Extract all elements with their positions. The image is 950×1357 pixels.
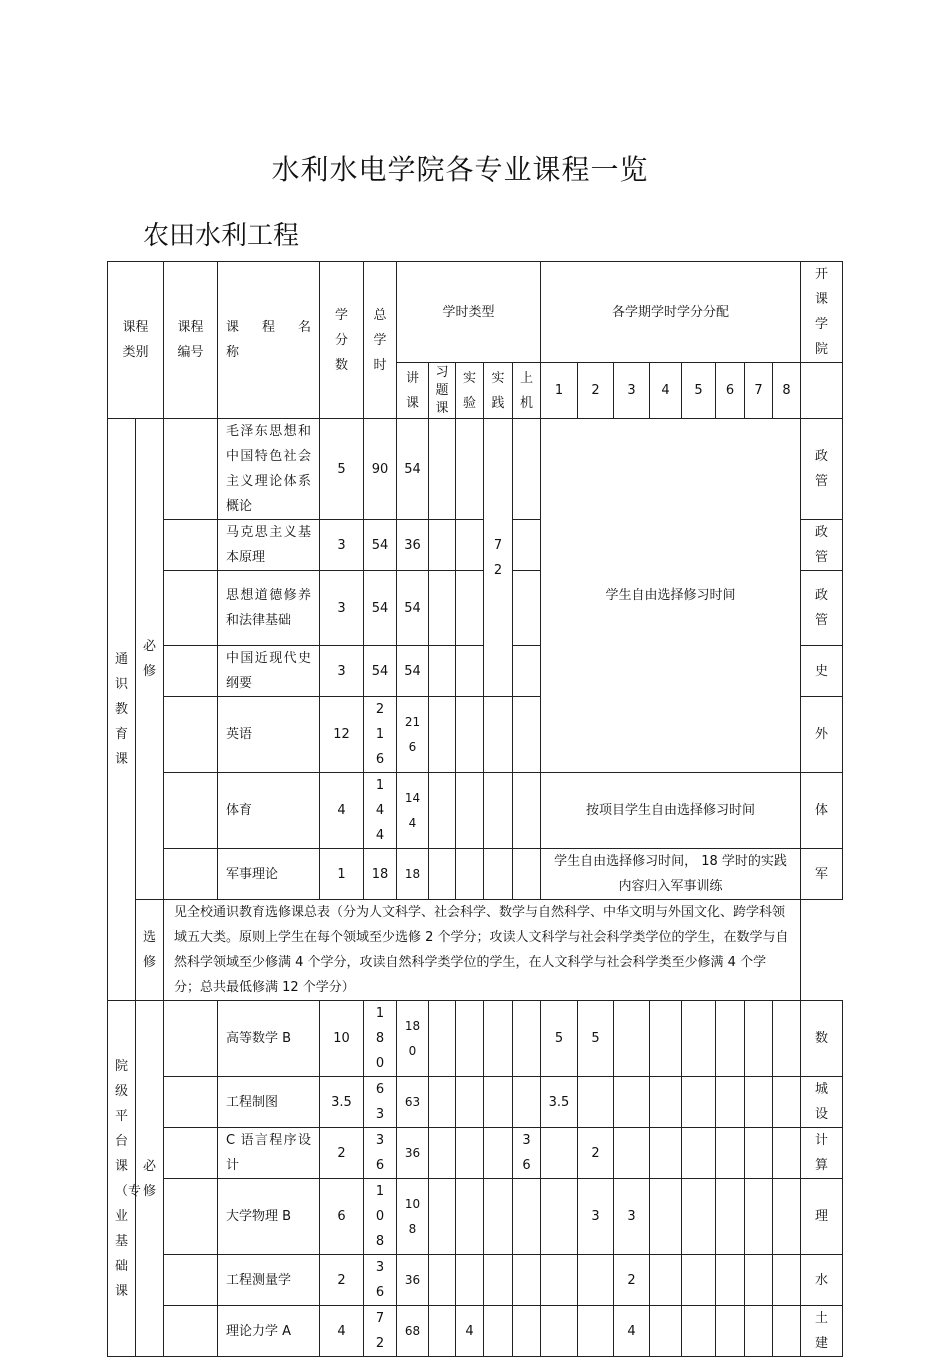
course-college: 体 [801,773,843,849]
course-name: 马克思主义基本原理 [218,520,320,571]
course-sem-8 [773,1001,801,1077]
course-hours: 54 [364,571,397,646]
course-practice [484,1255,513,1306]
course-lecture: 36 [397,1128,429,1179]
course-sem-1 [541,1179,578,1255]
course-name: 军事理论 [218,849,320,900]
header-semester-dist: 各学期学时学分分配 [541,262,801,363]
course-lecture: 63 [397,1077,429,1128]
course-computer [513,419,541,520]
header-sem-6: 6 [716,363,745,419]
course-hours: 54 [364,646,397,697]
course-hours: 90 [364,419,397,520]
group-general-required: 必修 [136,419,164,900]
course-sem-6 [716,1001,745,1077]
course-lab [456,571,484,646]
military-note: 学生自由选择修习时间， 18 学时的实践内容归入军事训练 [541,849,801,900]
course-hours: 36 [364,1255,397,1306]
course-college: 水 [801,1255,843,1306]
course-lab [456,773,484,849]
header-hour-types: 学时类型 [397,262,541,363]
group-platform-required: 必修 [136,1001,164,1357]
header-computer: 上机 [513,363,541,419]
course-credits: 4 [320,1306,364,1357]
course-sem-3: 4 [614,1306,650,1357]
course-exercise [429,520,456,571]
course-hours: 36 [364,1128,397,1179]
course-exercise [429,1128,456,1179]
course-credits: 10 [320,1001,364,1077]
course-college: 外 [801,697,843,773]
course-sem-8 [773,1179,801,1255]
course-hours: 180 [364,1001,397,1077]
course-sem-2: 3 [578,1179,614,1255]
course-sem-1 [541,1306,578,1357]
course-college: 政管 [801,520,843,571]
course-exercise [429,1179,456,1255]
header-code: 课程编号 [164,262,218,419]
header-sem-3: 3 [614,363,650,419]
course-credits: 1 [320,849,364,900]
course-sem-2 [578,1306,614,1357]
course-sem-7 [745,1255,773,1306]
header-credits: 学分数 [320,262,364,419]
course-credits: 3 [320,646,364,697]
course-lecture: 108 [397,1179,429,1255]
major-title: 农田水利工程 [143,221,300,251]
course-sem-3: 2 [614,1255,650,1306]
course-lecture: 54 [397,419,429,520]
course-practice [484,773,513,849]
course-lab [456,419,484,520]
course-name: 大学物理 B [218,1179,320,1255]
course-computer [513,1179,541,1255]
course-lab [456,520,484,571]
course-name: 工程测量学 [218,1255,320,1306]
course-computer: 36 [513,1128,541,1179]
course-code [164,571,218,646]
course-sem-2: 5 [578,1001,614,1077]
practice-hours-merged: 72 [484,419,513,697]
course-exercise [429,1001,456,1077]
course-computer [513,520,541,571]
course-sem-1 [541,1255,578,1306]
course-sem-7 [745,1001,773,1077]
course-name: 工程制图 [218,1077,320,1128]
header-sem-1: 1 [541,363,578,419]
course-lab [456,1077,484,1128]
course-college: 政管 [801,571,843,646]
course-lecture: 36 [397,520,429,571]
course-college: 理 [801,1179,843,1255]
course-code [164,520,218,571]
course-lecture: 18 [397,849,429,900]
course-code [164,773,218,849]
course-sem-1 [541,1128,578,1179]
header-lecture: 讲课 [397,363,429,419]
course-sem-5 [682,1001,716,1077]
course-credits: 2 [320,1255,364,1306]
course-code [164,419,218,520]
course-sem-3: 3 [614,1179,650,1255]
course-code [164,849,218,900]
course-lecture: 216 [397,697,429,773]
course-exercise [429,646,456,697]
course-code [164,1001,218,1077]
course-sem-5 [682,1128,716,1179]
course-lab [456,646,484,697]
course-sem-7 [745,1077,773,1128]
course-sem-8 [773,1128,801,1179]
course-credits: 3 [320,571,364,646]
course-sem-3 [614,1001,650,1077]
course-practice [484,1001,513,1077]
course-computer [513,1001,541,1077]
course-exercise [429,1306,456,1357]
course-computer [513,849,541,900]
course-exercise [429,1255,456,1306]
course-hours: 144 [364,773,397,849]
document-title: 水利水电学院各专业课程一览 [271,153,649,186]
course-lab: 4 [456,1306,484,1357]
course-credits: 12 [320,697,364,773]
header-practice: 实践 [484,363,513,419]
course-name: 英语 [218,697,320,773]
course-credits: 3 [320,520,364,571]
course-hours: 63 [364,1077,397,1128]
course-college: 政管 [801,419,843,520]
course-practice [484,697,513,773]
course-college: 土建 [801,1306,843,1357]
course-code [164,1179,218,1255]
course-sem-6 [716,1255,745,1306]
course-college: 史 [801,646,843,697]
course-exercise [429,1077,456,1128]
course-credits: 6 [320,1179,364,1255]
course-sem-6 [716,1306,745,1357]
course-exercise [429,571,456,646]
course-lab [456,1255,484,1306]
course-sem-4 [650,1255,682,1306]
course-sem-8 [773,1255,801,1306]
course-name: 高等数学 B [218,1001,320,1077]
course-sem-5 [682,1255,716,1306]
course-exercise [429,849,456,900]
course-hours: 54 [364,520,397,571]
course-lecture: 68 [397,1306,429,1357]
course-name: 中国近现代史纲要 [218,646,320,697]
course-hours: 72 [364,1306,397,1357]
course-sem-3 [614,1128,650,1179]
course-computer [513,1255,541,1306]
group-general-elective: 选修 [136,900,164,1001]
course-college: 城设 [801,1077,843,1128]
course-sem-6 [716,1128,745,1179]
course-hours: 18 [364,849,397,900]
course-lab [456,1179,484,1255]
header-sem-5: 5 [682,363,716,419]
course-practice [484,849,513,900]
course-lecture: 36 [397,1255,429,1306]
course-sem-8 [773,1077,801,1128]
course-code [164,1128,218,1179]
course-sem-4 [650,1179,682,1255]
course-sem-5 [682,1077,716,1128]
course-code [164,1306,218,1357]
course-lecture: 180 [397,1001,429,1077]
course-sem-8 [773,1306,801,1357]
course-sem-5 [682,1306,716,1357]
course-computer [513,1077,541,1128]
course-lab [456,1001,484,1077]
header-name: 课 程 名 称 [218,262,320,419]
course-sem-7 [745,1179,773,1255]
course-name: 理论力学 A [218,1306,320,1357]
course-practice [484,1306,513,1357]
course-code [164,1255,218,1306]
course-sem-5 [682,1179,716,1255]
course-lecture: 54 [397,571,429,646]
course-sem-1: 3.5 [541,1077,578,1128]
course-college: 军 [801,849,843,900]
free-choice-note: 学生自由选择修习时间 [541,419,801,773]
course-computer [513,697,541,773]
course-exercise [429,773,456,849]
course-sem-2 [578,1077,614,1128]
course-credits: 2 [320,1128,364,1179]
course-code [164,646,218,697]
course-credits: 5 [320,419,364,520]
elective-note: 见全校通识教育选修课总表（分为人文科学、社会科学、数学与自然科学、中华文明与外国文化、跨学科领域五大类。原则上学生在每个领域至少选修 2 个学分；攻读人文科学与社会科学类学位的学生，在数学与自然科学领域至少修满 4 个学分，攻读自然科学类学位的学生，在人文科学与社会科学类至少修满 4 个学分；总共最低修满 12 个学分） [164,900,801,1001]
header-college: 开课学院 [801,262,843,363]
course-sem-7 [745,1128,773,1179]
header-lab: 实验 [456,363,484,419]
course-practice [484,1128,513,1179]
course-lab [456,849,484,900]
course-sem-1: 5 [541,1001,578,1077]
course-computer [513,773,541,849]
course-credits: 4 [320,773,364,849]
course-sem-6 [716,1179,745,1255]
course-table [107,261,843,1357]
header-sem-4: 4 [650,363,682,419]
pe-note: 按项目学生自由选择修习时间 [541,773,801,849]
course-computer [513,571,541,646]
course-code [164,1077,218,1128]
course-sem-4 [650,1077,682,1128]
course-lecture: 144 [397,773,429,849]
course-exercise [429,697,456,773]
course-name: 思想道德修养和法律基础 [218,571,320,646]
course-lecture: 54 [397,646,429,697]
course-name: C 语言程序设计 [218,1128,320,1179]
course-credits: 3.5 [320,1077,364,1128]
course-sem-4 [650,1128,682,1179]
course-sem-6 [716,1077,745,1128]
header-category: 课程类别 [108,262,164,419]
header-exercise: 习题课 [429,363,456,419]
course-sem-4 [650,1001,682,1077]
course-lab [456,697,484,773]
group-general: 通识教育课 [108,419,136,1001]
course-lab [456,1128,484,1179]
course-computer [513,1306,541,1357]
course-computer [513,646,541,697]
course-sem-2 [578,1255,614,1306]
course-code [164,697,218,773]
course-college: 计算 [801,1128,843,1179]
course-name: 体育 [218,773,320,849]
course-hours: 216 [364,697,397,773]
course-sem-3 [614,1077,650,1128]
course-name: 毛泽东思想和中国特色社会主义理论体系概论 [218,419,320,520]
header-sem-8: 8 [773,363,801,419]
course-sem-2: 2 [578,1128,614,1179]
group-platform: 院级平台课（专业基础课 [108,1001,136,1357]
course-sem-7 [745,1306,773,1357]
course-practice [484,1077,513,1128]
course-college: 数 [801,1001,843,1077]
course-sem-4 [650,1306,682,1357]
header-sem-2: 2 [578,363,614,419]
header-college-sub [801,363,843,419]
course-practice [484,1179,513,1255]
course-hours: 108 [364,1179,397,1255]
header-sem-7: 7 [745,363,773,419]
header-hours: 总学时 [364,262,397,419]
course-exercise [429,419,456,520]
